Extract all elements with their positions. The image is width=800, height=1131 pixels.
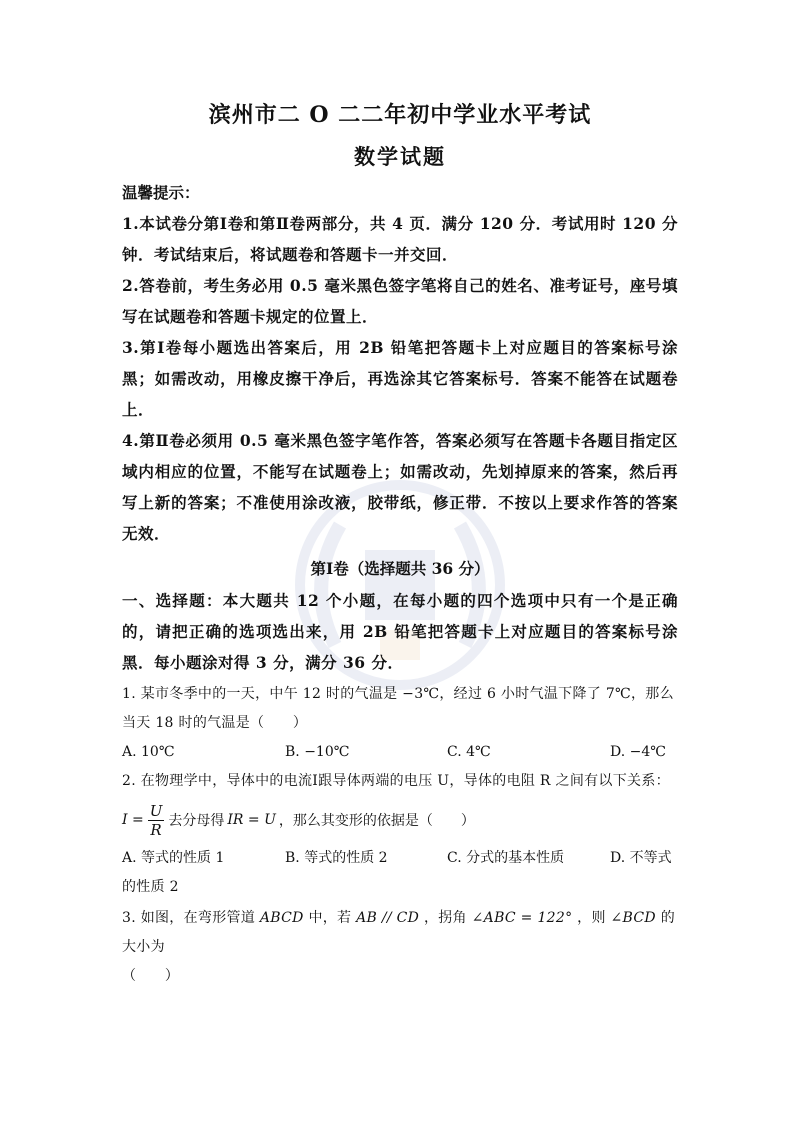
formula-ir-u: IR = U — [227, 812, 276, 828]
question-3-stem — [122, 904, 678, 962]
tip-item-1: 1.本试卷分第Ⅰ卷和第Ⅱ卷两部分，共 4 页．满分 120 分．考试用时 120 分钟．考试结束后，将试题卷和答题卡一并交回． — [122, 214, 678, 264]
tip-item-4: 4.第Ⅱ卷必须用 0.5 毫米黑色签字笔作答，答案必须写在答题卡各题目指定区域内相应的位置，不能写在试题卷上；如需改动，先划掉原来的答案，然后再写上新的答案；不准使用涂改液，胶带纸，修正带．不按以上要求作答的答案无效． — [122, 431, 678, 543]
question-2-formula-line — [122, 796, 678, 844]
exam-title: 滨州市二 O 二二年初中学业水平考试 — [208, 102, 592, 128]
question-1-option-c: C. 4℃ — [447, 744, 491, 760]
formula-numerator: U — [149, 801, 163, 820]
q3-text-c: ，拐角 — [423, 910, 467, 926]
formula-text-1: 去分母得 — [168, 813, 225, 829]
question-1-options — [122, 738, 678, 767]
section-intro: 一、选择题：本大题共 12 个小题，在每小题的四个选项中只有一个是正确的，请把正确的选项选出来，用 2B 铅笔把答题卡上对应题目的答案标号涂黑．每小题涂对得 3 分，满分 36 分． — [122, 591, 678, 672]
q3-text-b: 中，若 — [308, 910, 352, 926]
formula-denominator: R — [150, 820, 162, 839]
formula-fraction — [148, 802, 165, 839]
q3-text-d: ，则 — [577, 910, 606, 926]
question-1-option-a: A. 10℃ — [122, 744, 175, 760]
formula-text-2: ，那么其变形的依据是（ ） — [278, 813, 475, 829]
question-2-option-c: C. 分式的基本性质 — [447, 850, 565, 866]
tips-heading: 温馨提示： — [122, 183, 200, 202]
question-3-paren: （ ） — [122, 968, 180, 984]
q3-text-e: 的大小为 — [122, 910, 676, 955]
question-2-options — [122, 844, 678, 873]
q3-angle-abc: ∠ABC = 122° — [471, 910, 573, 926]
section-title: 第Ⅰ卷（选择题共 36 分） — [310, 559, 490, 578]
question-1-stem: 1. 某市冬季中的一天，中午 12 时的气温是 −3℃，经过 6 小时气温下降了 7℃，那么当天 18 时的气温是（ ） — [122, 686, 674, 731]
q3-angle-bcd: ∠BCD — [610, 910, 656, 926]
question-2-stem: 2. 在物理学中，导体中的电流Ⅰ跟导体两端的电压 U，导体的电阻 R 之间有以下关系： — [122, 773, 670, 789]
exam-page — [122, 92, 678, 991]
question-2-option-d: D. 不等式 — [610, 850, 672, 866]
q3-text-a: 3. 如图，在弯形管道 — [122, 910, 256, 926]
tip-item-3: 3.第Ⅰ卷每小题选出答案后，用 2B 铅笔把答题卡上对应题目的答案标号涂黑；如需改动，用橡皮擦干净后，再选涂其它答案标号．答案不能答在试题卷上． — [122, 338, 678, 419]
tip-item-2: 2.答卷前，考生务必用 0.5 毫米黑色签字笔将自己的姓名、准考证号，座号填写在试题卷和答题卡规定的位置上． — [122, 276, 678, 326]
formula-lhs: I = — [122, 812, 144, 828]
question-2-option-d-wrap: 的性质 2 — [122, 879, 179, 895]
q3-abcd: ABCD — [259, 910, 304, 926]
q3-parallel: AB // CD — [356, 910, 420, 926]
question-1-option-b: B. −10℃ — [285, 744, 350, 760]
question-1-option-d: D. −4℃ — [610, 744, 666, 760]
question-2-option-a: A. 等式的性质 1 — [122, 850, 225, 866]
question-2-option-b: B. 等式的性质 2 — [285, 850, 388, 866]
exam-subject-title: 数学试题 — [354, 144, 446, 169]
